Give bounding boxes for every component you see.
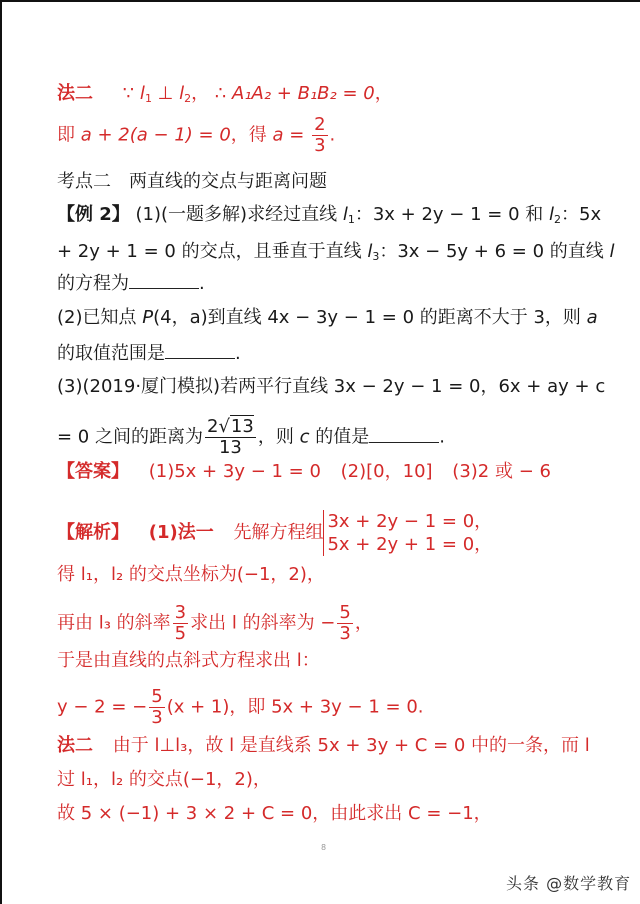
text: 的方程为 bbox=[57, 273, 129, 294]
denominator: 5 bbox=[174, 623, 187, 644]
var-l3: l bbox=[367, 241, 373, 262]
answer-1: (1)5x + 3y − 1 = 0 bbox=[148, 461, 321, 482]
fraction bbox=[205, 418, 256, 457]
answer-blank bbox=[129, 270, 199, 289]
punct: . bbox=[199, 273, 205, 294]
var-l1: l bbox=[139, 83, 145, 104]
analysis-line5 bbox=[57, 688, 424, 727]
example-p2-line1 bbox=[57, 306, 598, 330]
analysis-line8: 故 5 × (−1) + 3 × 2 + C = 0，由此求出 C = −1， bbox=[57, 803, 492, 824]
punct: . bbox=[329, 124, 336, 146]
text: 的取值范围是 bbox=[57, 343, 165, 364]
example-tag: 【例 2】 bbox=[57, 204, 130, 225]
punct: ， bbox=[374, 83, 393, 104]
text: (2)已知点 bbox=[57, 307, 137, 328]
subscript: 1 bbox=[347, 213, 355, 226]
example-p3-line2 bbox=[57, 418, 445, 457]
answer-tag: 【答案】 bbox=[57, 461, 129, 482]
equation: A₁A₂ + B₁B₂ = 0 bbox=[232, 83, 375, 104]
punct: ， bbox=[354, 612, 373, 634]
analysis-line6 bbox=[57, 734, 590, 758]
page-number: 8 bbox=[321, 843, 327, 852]
text: ，得 bbox=[230, 124, 267, 146]
fraction bbox=[337, 604, 352, 643]
numerator: 5 bbox=[339, 602, 351, 623]
analysis-line4: 于是由直线的点斜式方程求出 l： bbox=[57, 650, 320, 671]
coef: 2 bbox=[206, 416, 219, 437]
because-symbol: ∵ bbox=[122, 83, 135, 104]
example-p1-line2 bbox=[57, 240, 615, 269]
text: (x + 1)，即 5x + 3y − 1 = 0. bbox=[166, 696, 424, 718]
analysis-line7: 过 l₁，l₂ 的交点(−1，2)， bbox=[57, 769, 271, 790]
section-title: 考点二 两直线的交点与距离问题 bbox=[57, 171, 327, 192]
numerator: 2√13 bbox=[206, 416, 254, 437]
var-l2: l bbox=[548, 204, 554, 225]
text: ：3x + 2y − 1 = 0 和 bbox=[354, 204, 544, 225]
watermark: 头条 @数学教育 bbox=[506, 874, 632, 893]
method2-label: 法二 bbox=[57, 735, 93, 756]
radicand: 13 bbox=[230, 416, 254, 437]
analysis-line3 bbox=[57, 604, 373, 643]
therefore-symbol: ∴ bbox=[214, 83, 227, 104]
fraction bbox=[173, 604, 188, 643]
method2-label: 法二 bbox=[57, 83, 93, 104]
text: 由于 l⊥l₃，故 l 是直线系 5x + 3y + C = 0 中的一条，而 l bbox=[112, 735, 590, 756]
text: ：3x − 5y + 6 = 0 的直线 bbox=[379, 241, 604, 262]
example-p3-line1: (3)(2019·厦门模拟)若两平行直线 3x − 2y − 1 = 0，6x + ay + c bbox=[57, 376, 606, 397]
equation: a + 2(a − 1) = 0 bbox=[80, 124, 231, 146]
var-l: l bbox=[609, 241, 615, 262]
system-eq-2: 5x + 2y + 1 = 0， bbox=[327, 534, 493, 555]
system-eq-1: 3x + 2y − 1 = 0， bbox=[327, 511, 493, 532]
punct: . bbox=[439, 426, 445, 448]
numerator: 2 bbox=[314, 114, 326, 135]
subscript: 2 bbox=[554, 213, 561, 226]
answer-2: (2)[0，10] bbox=[340, 461, 433, 482]
perp-symbol: ⊥ bbox=[157, 83, 174, 104]
example-p1-line1 bbox=[57, 203, 601, 232]
text: 的值是 bbox=[315, 426, 370, 448]
subscript: 3 bbox=[372, 250, 380, 263]
answer-blank bbox=[369, 424, 439, 443]
text: (4，a)到直线 4x − 3y − 1 = 0 的距离不大于 3，则 bbox=[153, 307, 581, 328]
answer-3: (3)2 或 − 6 bbox=[452, 461, 551, 482]
text: = 0 之间的距离为 bbox=[57, 426, 203, 448]
var-a: a = bbox=[272, 124, 305, 146]
var-l1: l bbox=[342, 204, 348, 225]
text: ：5x bbox=[561, 204, 602, 225]
text: 即 bbox=[57, 124, 75, 146]
method2-line1: 法二 ∵ $l_1$ ⊥ $l_2$， ∴ A₁A₂ + B₁B₂ = 0， bbox=[57, 83, 393, 105]
equation-system bbox=[323, 510, 492, 556]
punct: . bbox=[235, 343, 241, 364]
fraction bbox=[149, 688, 164, 727]
denominator: 3 bbox=[314, 135, 326, 156]
text: 先解方程组 bbox=[233, 522, 324, 543]
var-a: a bbox=[586, 307, 598, 328]
example-p2-line2 bbox=[57, 340, 241, 366]
numerator: 5 bbox=[151, 686, 163, 707]
text: ，则 bbox=[257, 426, 294, 448]
text: y − 2 = − bbox=[57, 696, 148, 718]
analysis-line2: 得 l₁，l₂ 的交点坐标为(−1，2)， bbox=[57, 564, 325, 585]
var-P: P bbox=[142, 307, 154, 328]
answer-blank bbox=[165, 340, 235, 359]
text: (1)(一题多解)求经过直线 bbox=[135, 204, 338, 225]
denominator: 13 bbox=[218, 437, 242, 458]
comma: ， bbox=[191, 83, 210, 104]
denominator: 3 bbox=[339, 623, 351, 644]
method2-line2 bbox=[57, 116, 335, 155]
analysis-line1 bbox=[57, 510, 492, 556]
answer-line bbox=[57, 460, 551, 484]
var-l2: l bbox=[179, 83, 185, 104]
example-p1-line3 bbox=[57, 270, 205, 296]
analysis-tag: 【解析】 bbox=[57, 522, 129, 543]
text: 求出 l 的斜率为 − bbox=[190, 612, 336, 634]
text: + 2y + 1 = 0 的交点，且垂直于直线 bbox=[57, 241, 362, 262]
fraction bbox=[312, 116, 327, 155]
denominator: 3 bbox=[151, 707, 163, 728]
numerator: 3 bbox=[174, 602, 187, 623]
method1-label: (1)法一 bbox=[148, 522, 214, 543]
text: 再由 l₃ 的斜率 bbox=[57, 612, 171, 634]
var-c: c bbox=[299, 426, 310, 448]
